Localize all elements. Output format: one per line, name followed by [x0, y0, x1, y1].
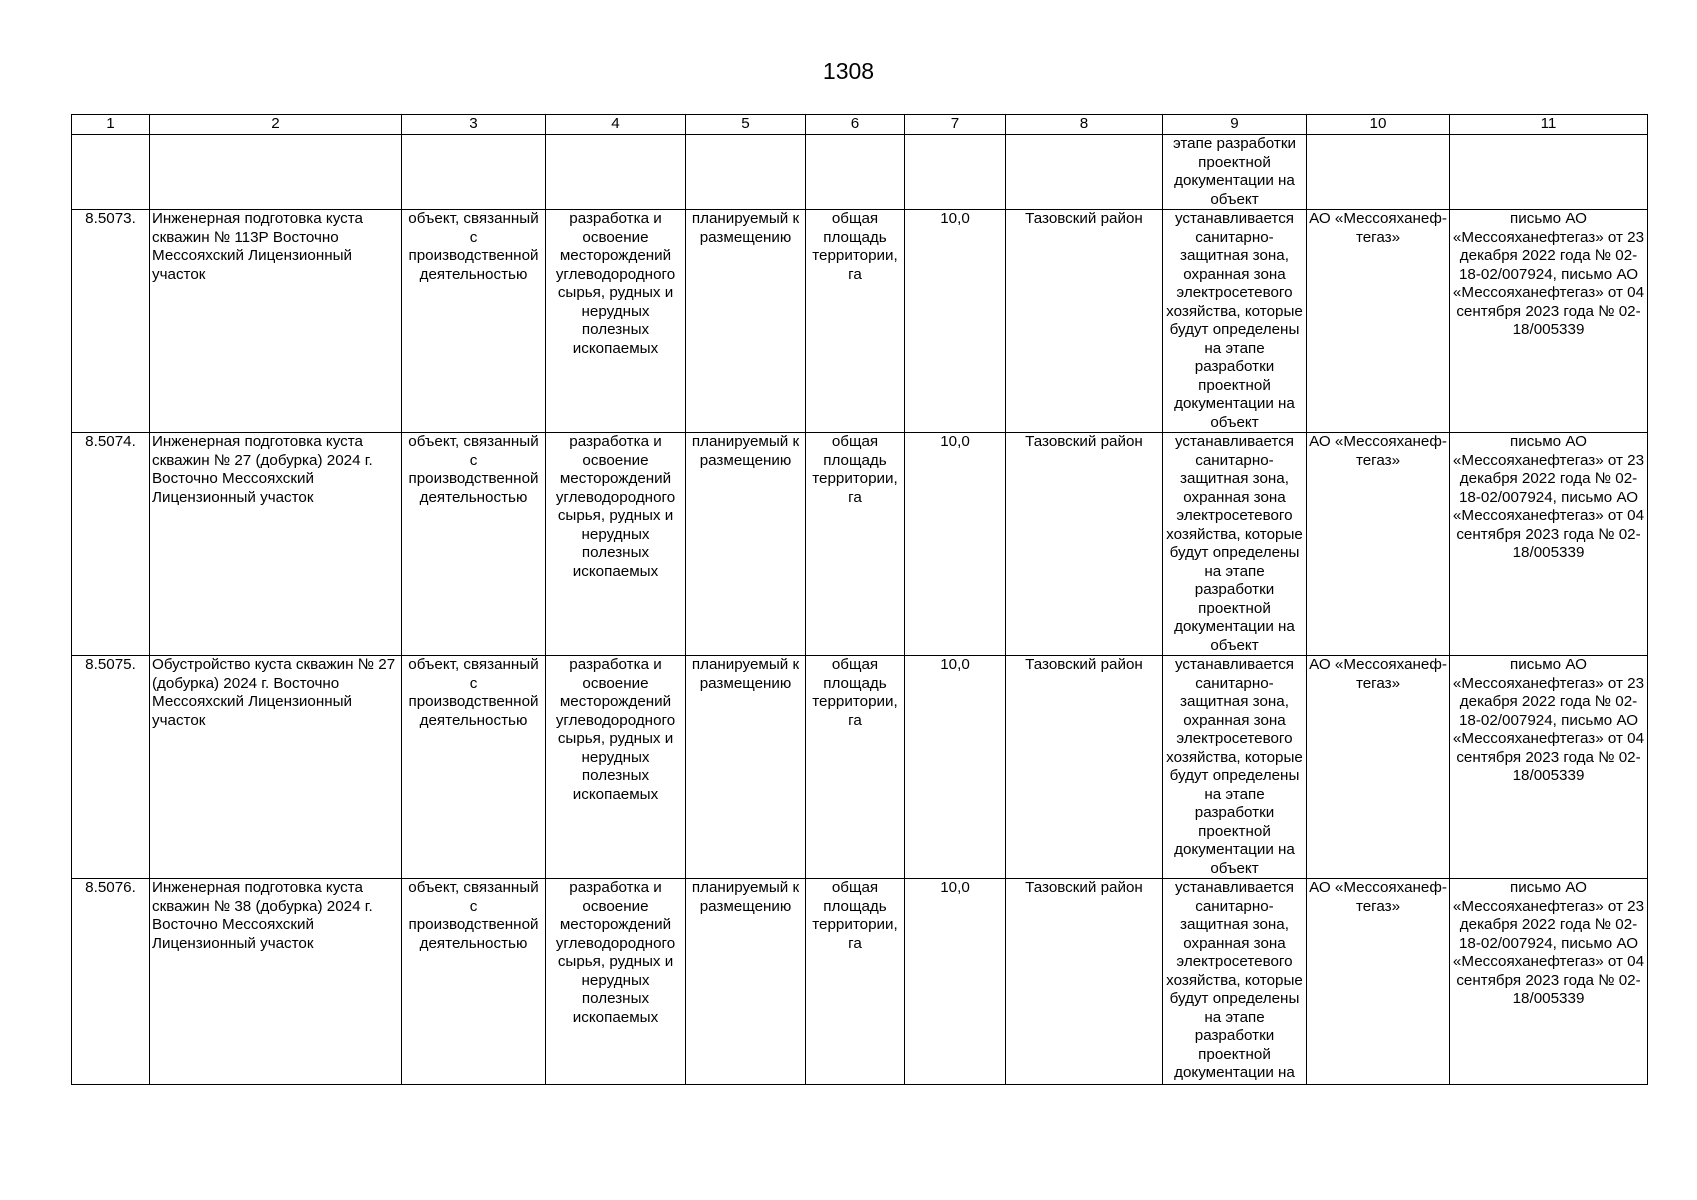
characteristic-value: 10,0 [905, 879, 1006, 1085]
characteristic: общая площадь территории, га [806, 210, 905, 433]
table-cell [686, 135, 806, 210]
table-cell [1006, 135, 1163, 210]
row-number: 8.5073. [72, 210, 150, 433]
zones-cell: устанавливается санитарно-защитная зона, охранная зона электросетевого хозяйства, которые будут определены на этапе разработки проектной документации на объект [1163, 210, 1307, 433]
location: Тазовский район [1006, 433, 1163, 656]
characteristic-value: 10,0 [905, 656, 1006, 879]
column-header: 8 [1006, 115, 1163, 135]
location: Тазовский район [1006, 210, 1163, 433]
column-header: 2 [150, 115, 402, 135]
table-cell [150, 135, 402, 210]
table-row [72, 433, 1648, 656]
object-name: Обустройство куста скважин № 27 (добурка) 2024 г. Восточно Мессояхский Лицензионный участок [150, 656, 402, 879]
table-cell [546, 135, 686, 210]
row-number: 8.5076. [72, 879, 150, 1085]
row-number: 8.5075. [72, 656, 150, 879]
zones-cell: этапе разработки проектной документации на объект [1163, 135, 1307, 210]
characteristic-value: 10,0 [905, 433, 1006, 656]
zones-cell: устанавливается санитарно-защитная зона, охранная зона электросетевого хозяйства, которые будут определены на этапе разработки проектной документации на объект [1163, 433, 1307, 656]
object-name: Инженерная подготовка куста скважин № 27 (добурка) 2024 г. Восточно Мессояхский Лицензионный участок [150, 433, 402, 656]
table-cell [905, 135, 1006, 210]
organization: АО «Мессояханеф-тегаз» [1307, 656, 1450, 879]
basis: письмо АО «Мессояханефтегаз» от 23 декабря 2022 года № 02-18-02/007924, письмо АО «Мессояханефтегаз» от 04 сентября 2023 года № 02-18/005339 [1450, 879, 1648, 1085]
object-name: Инженерная подготовка куста скважин № 38 (добурка) 2024 г. Восточно Мессояхский Лицензионный участок [150, 879, 402, 1085]
table-cell [1307, 135, 1450, 210]
column-header: 1 [72, 115, 150, 135]
characteristic-value: 10,0 [905, 210, 1006, 433]
table-cell [402, 135, 546, 210]
object-status: планируемый к размещению [686, 210, 806, 433]
object-status: планируемый к размещению [686, 433, 806, 656]
object-type: объект, связанный с производственной деятельностью [402, 433, 546, 656]
organization: АО «Мессояханеф-тегаз» [1307, 210, 1450, 433]
column-header: 5 [686, 115, 806, 135]
object-purpose: разработка и освоение месторождений углеводородного сырья, рудных и нерудных полезных ископаемых [546, 656, 686, 879]
column-header: 3 [402, 115, 546, 135]
location: Тазовский район [1006, 879, 1163, 1085]
object-purpose: разработка и освоение месторождений углеводородного сырья, рудных и нерудных полезных ископаемых [546, 210, 686, 433]
zones-cell: устанавливается санитарно-защитная зона, охранная зона электросетевого хозяйства, которые будут определены на этапе разработки проектной документации на [1163, 879, 1307, 1085]
object-type: объект, связанный с производственной деятельностью [402, 879, 546, 1085]
table-row [72, 210, 1648, 433]
basis: письмо АО «Мессояханефтегаз» от 23 декабря 2022 года № 02-18-02/007924, письмо АО «Мессояханефтегаз» от 04 сентября 2023 года № 02-18/005339 [1450, 656, 1648, 879]
continuation-row [72, 135, 1648, 210]
location: Тазовский район [1006, 656, 1163, 879]
page-number: 1308 [822, 58, 875, 84]
object-type: объект, связанный с производственной деятельностью [402, 656, 546, 879]
basis: письмо АО «Мессояханефтегаз» от 23 декабря 2022 года № 02-18-02/007924, письмо АО «Мессояханефтегаз» от 04 сентября 2023 года № 02-18/005339 [1450, 433, 1648, 656]
column-header: 10 [1307, 115, 1450, 135]
table-row [72, 879, 1648, 1085]
table-cell [806, 135, 905, 210]
column-numbers-row [72, 115, 1648, 135]
row-number: 8.5074. [72, 433, 150, 656]
characteristic: общая площадь территории, га [806, 433, 905, 656]
register-table [71, 114, 1648, 1085]
table-cell [1450, 135, 1648, 210]
zones-cell: устанавливается санитарно-защитная зона, охранная зона электросетевого хозяйства, которые будут определены на этапе разработки проектной документации на объект [1163, 656, 1307, 879]
column-header: 4 [546, 115, 686, 135]
object-type: объект, связанный с производственной деятельностью [402, 210, 546, 433]
object-purpose: разработка и освоение месторождений углеводородного сырья, рудных и нерудных полезных ископаемых [546, 879, 686, 1085]
column-header: 9 [1163, 115, 1307, 135]
object-status: планируемый к размещению [686, 656, 806, 879]
column-header: 7 [905, 115, 1006, 135]
object-name: Инженерная подготовка куста скважин № 113Р Восточно Мессояхский Лицензионный участок [150, 210, 402, 433]
table-row [72, 656, 1648, 879]
column-header: 6 [806, 115, 905, 135]
table-cell [72, 135, 150, 210]
organization: АО «Мессояханеф-тегаз» [1307, 433, 1450, 656]
organization: АО «Мессояханеф-тегаз» [1307, 879, 1450, 1085]
object-status: планируемый к размещению [686, 879, 806, 1085]
column-header: 11 [1450, 115, 1648, 135]
characteristic: общая площадь территории, га [806, 656, 905, 879]
basis: письмо АО «Мессояханефтегаз» от 23 декабря 2022 года № 02-18-02/007924, письмо АО «Мессояханефтегаз» от 04 сентября 2023 года № 02-18/005339 [1450, 210, 1648, 433]
object-purpose: разработка и освоение месторождений углеводородного сырья, рудных и нерудных полезных ископаемых [546, 433, 686, 656]
characteristic: общая площадь территории, га [806, 879, 905, 1085]
